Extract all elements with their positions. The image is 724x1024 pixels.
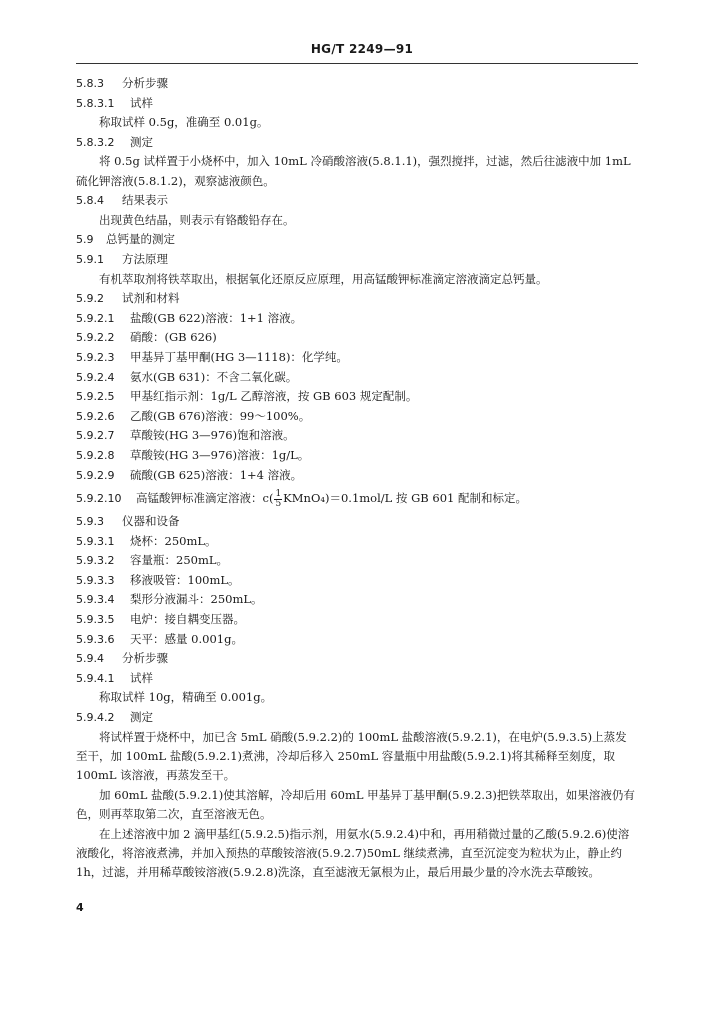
- section-body: 将 0.5g 试样置于小烧杯中，加入 10mL 冷硝酸溶液(5.8.1.1)，强烈搅拌，过滤，然后往滤液中加 1mL 硫化钾溶液(5.8.1.2)，观察滤液颜色。: [76, 154, 631, 188]
- section-number: 5.8.4: [76, 194, 104, 208]
- item-text: 烧杯：250mL。: [130, 533, 217, 548]
- item-text: 草酸铵(HG 3—976)溶液：1g/L。: [130, 447, 310, 462]
- item-number: 5.9.3.3: [76, 573, 115, 587]
- equipment-item: [76, 630, 638, 650]
- section-5-8-4: [76, 191, 638, 211]
- section-body: 称取试样 0.5g，准确至 0.01g。: [99, 115, 269, 130]
- item-text-pre: 高锰酸钾标准滴定溶液：c(: [136, 491, 274, 506]
- section-title: 方法原理: [122, 251, 168, 266]
- section-5-9-4: [76, 649, 638, 669]
- section-5-9-4-1: [76, 669, 638, 689]
- item-number: 5.9.2.9: [76, 468, 115, 482]
- section-number: 5.9.2: [76, 292, 104, 306]
- item-text: 甲基红指示剂：1g/L 乙醇溶液，按 GB 603 规定配制。: [130, 389, 418, 404]
- item-number: 5.9.2.2: [76, 331, 115, 345]
- section-5-9-3: [76, 512, 638, 532]
- procedure-paragraph: 在上述溶液中加 2 滴甲基红(5.9.2.5)指示剂，用氨水(5.9.2.4)中和，再用稍微过量的乙酸(5.9.2.6)使溶液酸化，将溶液煮沸，并加入预热的草酸铵溶液(5.9.2.7)50mL 继续煮沸，直至沉淀变为粒状为止，静止约 1h，过滤，并用稀草酸铵溶液(5.9.2.8)洗涤，直至滤液无氯根为止，最后用最少量的冷水洗去草酸铵。: [76, 826, 630, 880]
- section-5-9-2: [76, 289, 638, 309]
- page-number: 4: [76, 901, 84, 914]
- section-title: 试样: [130, 670, 153, 685]
- item-text: 天平：感量 0.001g。: [130, 631, 243, 646]
- section-5-8-3-2: [76, 133, 638, 153]
- fraction-denominator: 5: [275, 498, 282, 509]
- equipment-item: [76, 571, 638, 591]
- equipment-item: [76, 551, 638, 571]
- reagent-item: [76, 407, 638, 427]
- item-text: 梨形分液漏斗：250mL。: [130, 592, 263, 607]
- section-title: 结果表示: [122, 193, 168, 208]
- section-body: 称取试样 10g，精确至 0.001g。: [99, 690, 273, 705]
- reagent-item: [76, 426, 638, 446]
- section-number: 5.9: [76, 233, 94, 247]
- reagent-item: [76, 328, 638, 348]
- section-number: 5.9.4.1: [76, 671, 115, 685]
- section-title: 仪器和设备: [122, 514, 180, 529]
- section-number: 5.9.1: [76, 252, 104, 266]
- reagent-item: [76, 309, 638, 329]
- item-number: 5.9.2.4: [76, 370, 115, 384]
- item-text: 电炉：接自耦变压器。: [130, 612, 245, 627]
- equipment-item: [76, 610, 638, 630]
- reagent-item: [76, 368, 638, 388]
- section-5-9: [76, 230, 638, 250]
- item-number: 5.9.2.1: [76, 311, 115, 325]
- reagent-item: [76, 348, 638, 368]
- section-number: 5.9.4: [76, 652, 104, 666]
- section-title: 试剂和材料: [122, 291, 180, 306]
- item-number: 5.9.2.10: [76, 492, 122, 506]
- section-title: 分析步骤: [122, 76, 168, 90]
- item-text: 盐酸(GB 622)溶液：1+1 溶液。: [130, 310, 303, 325]
- procedure-paragraph: 将试样置于烧杯中，加已含 5mL 硝酸(5.9.2.2)的 100mL 盐酸溶液(5.9.2.1)，在电炉(5.9.3.5)上蒸发至干，加 100mL 盐酸(5.9.2.1)煮沸，冷却后移入 250mL 容量瓶中用盐酸(5.9.2.1)将其稀释至刻度，取 100mL 该溶液，再蒸发至干。: [76, 729, 627, 783]
- section-title: 分析步骤: [122, 651, 168, 666]
- item-number: 5.9.3.6: [76, 632, 115, 646]
- reagent-item-permanganate: [76, 485, 638, 512]
- item-number: 5.9.3.2: [76, 554, 115, 568]
- section-5-8-3-1: [76, 94, 638, 114]
- standard-header: HG/T 2249—91: [310, 42, 414, 56]
- item-text: 草酸铵(HG 3—976)饱和溶液。: [130, 428, 295, 443]
- item-number: 5.9.2.3: [76, 350, 115, 364]
- section-5-8-3: [76, 74, 638, 94]
- fraction: [274, 490, 282, 509]
- item-number: 5.9.2.8: [76, 448, 115, 462]
- reagent-item: [76, 446, 638, 466]
- section-title: 测定: [130, 710, 153, 725]
- item-text-post: KMnO₄)＝0.1mol/L 按 GB 601 配制和标定。: [283, 491, 527, 506]
- item-number: 5.9.3.4: [76, 593, 115, 607]
- item-number: 5.9.2.7: [76, 429, 115, 443]
- item-text: 硫酸(GB 625)溶液：1+4 溶液。: [130, 467, 303, 482]
- item-number: 5.9.3.1: [76, 534, 115, 548]
- section-title: 总钙量的测定: [106, 232, 175, 247]
- procedure-paragraph: 加 60mL 盐酸(5.9.2.1)使其溶解，冷却后用 60mL 甲基异丁基甲酮(5.9.2.3)把铁萃取出，如果溶液仍有色，则再萃取第二次，直至溶液无色。: [76, 787, 635, 822]
- section-5-9-1: [76, 250, 638, 270]
- section-number: 5.9.3: [76, 515, 104, 529]
- header-rule: [76, 63, 638, 64]
- equipment-item: [76, 590, 638, 610]
- item-text: 氨水(GB 631)：不含二氧化碳。: [130, 369, 298, 384]
- item-number: 5.9.3.5: [76, 613, 115, 627]
- item-text: 甲基异丁基甲酮(HG 3—1118)：化学纯。: [130, 349, 348, 364]
- reagent-item: [76, 466, 638, 486]
- item-text: 容量瓶：250mL。: [130, 553, 228, 568]
- section-number: 5.9.4.2: [76, 711, 115, 725]
- fraction-numerator: 1: [275, 488, 282, 499]
- document-body: [76, 74, 638, 883]
- item-text: 乙酸(GB 676)溶液：99～100%。: [130, 408, 311, 423]
- section-title: 试样: [130, 95, 153, 110]
- section-number: 5.8.3.2: [76, 135, 115, 149]
- item-number: 5.9.2.6: [76, 409, 115, 423]
- item-text: 移液吸管：100mL。: [130, 572, 240, 587]
- section-5-9-4-2: [76, 708, 638, 728]
- section-body: 出现黄色结晶，则表示有铬酸铅存在。: [99, 212, 295, 227]
- equipment-item: [76, 532, 638, 552]
- item-text: 硝酸：(GB 626): [130, 330, 217, 345]
- item-number: 5.9.2.5: [76, 390, 115, 404]
- section-number: 5.8.3.1: [76, 96, 115, 110]
- reagent-item: [76, 387, 638, 407]
- section-number: 5.8.3: [76, 77, 104, 90]
- section-title: 测定: [130, 134, 153, 149]
- section-body: 有机萃取剂将铁萃取出，根据氧化还原反应原理，用高锰酸钾标准滴定溶液滴定总钙量。: [99, 271, 548, 286]
